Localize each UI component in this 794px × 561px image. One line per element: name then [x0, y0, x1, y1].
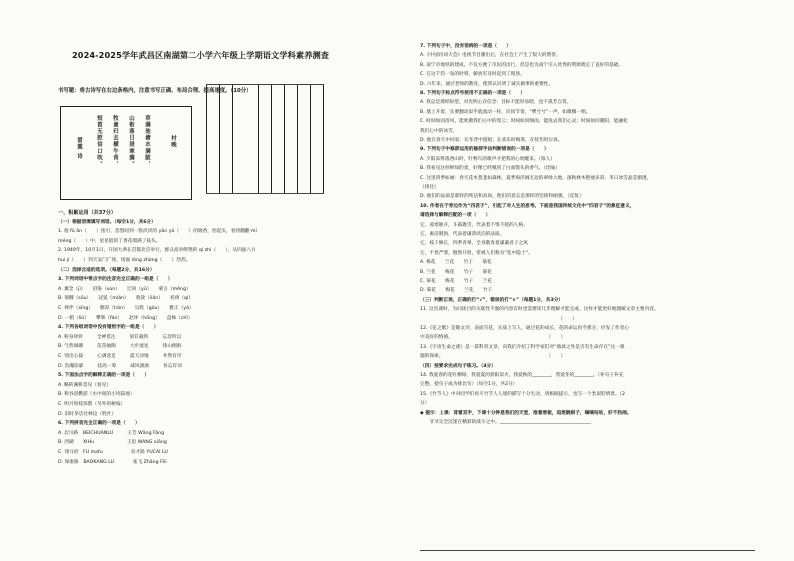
- right-line: C. 时间如同清风，能吹散我们心中的怨云；时间如同细雨，能洗去我们心灵；时间如同暖阳，能融化: [420, 119, 628, 125]
- right-line: （ ）: [420, 316, 578, 322]
- answer-line: [420, 550, 755, 551]
- right-line: C. 这里四季如画：春天花木葱茏如森林，夏季海洋阔无边的翠绿大地，深秋林木艳丽多彩，冬日冰雪晶莹剔透，: [420, 175, 652, 181]
- right-line: 题的探索。 （ ）: [420, 354, 566, 360]
- right-line: D. 他在春天中回家：在冬晋中游船；在欢乐时喝茶，在忧伤时泣诉。: [420, 138, 563, 143]
- left-line: 3. 下列词语中带点字的注音完全正确的一组是（ ）: [58, 277, 173, 283]
- left-line: 4. 下列各组词语中没有错别字的一组是（ ）: [58, 325, 159, 331]
- right-line: 7. 下列句子中，没有语病的一项是（ ）: [420, 44, 512, 49]
- left-line: 1. 他 fǔ ān（ ）指引，忽然间到一股淡淡的 yān yǔ（ ）的烟香，抬起头，看到翻翻 mí: [58, 229, 257, 235]
- right-line: 完整，使句子成为排比句）（每空1分，共2分）: [420, 382, 518, 388]
- left-line: D. 浩瀚馀暴 技高一筹 威风凛凛 各忘有词: [58, 363, 182, 369]
- right-line: 14. 我爱春的花红柳绿，我爱夏的骄阳似火，我爱秋的________，我爱冬的________。（补句子补充: [420, 373, 624, 378]
- right-line: B. 南宁市地铁的建成，不仅方便了市民的出行，但是也为南宁引入优秀的资源奠定了良好的基础。: [420, 62, 624, 68]
- right-line: B. 我看见这样鲜绿的麦，好像已经嗅到了白面馍头的香气。（比喻）: [420, 166, 560, 172]
- right-line: 它，凌寒独开，斗霜傲雪，代表着不惧不挠的人格。: [420, 222, 528, 228]
- left-line: A. 翼念（jì） 沼染（xùn） 迂回（yū） 蒙古（měng）: [58, 286, 191, 292]
- writing-requirement: 书写题：将古诗写在右边条格内，注意书写正确、布局合理、提高速度。（10分）: [58, 88, 252, 94]
- right-line: D. 他们的品质是那样的纯洁和高尚，他们的意志是那样的坚韧和刚强。（反复）: [420, 194, 584, 200]
- poem-line-1: 草满池塘水满陂，: [144, 115, 150, 168]
- left-line: C. 别出心裁 心满意足 震天动地 井然有序: [58, 354, 182, 359]
- left-line: C. 摔伴（xīng） 憨厚（hān） 勾股（gòu） 雅正（yǎ）: [58, 306, 194, 311]
- right-line: 分）: [420, 401, 430, 407]
- left-line: A. 略转溪桥忽见（看见）: [58, 382, 111, 388]
- right-line: 请选择与解释匹配的一项（ ）: [420, 213, 491, 219]
- right-line: A. 夕阳冻得落西山时，红鸭鸟的歌声才把我的心吹醒来。（拟人）: [420, 156, 556, 162]
- right-line: B. 兰花 梅花 竹子 菊花: [420, 269, 492, 275]
- right-line: 8. 下列句子标点符号使用不正确的一项是（ ）: [420, 91, 526, 96]
- left-line: A. 粉身择骨 全神贯注 斩钉截铁 忘忽所以: [58, 334, 182, 340]
- poem-title: 村晚: [170, 135, 176, 149]
- right-line: A.《中国诗词大会》电视节目播出后，在社会上产生了很大的赞誉。: [420, 53, 561, 59]
- left-line: 5. 下面加点字的解释正确的一项是（ ）: [58, 373, 150, 379]
- right-line: B. 墙上开着，头要翻动似乎就流动一样，向同节奏，“嘿兮兮”一声，如歌哪一唱。: [420, 109, 591, 115]
- left-line: D. 保康路 BAOKANG LU 张飞 Zhāng Fēi: [58, 459, 167, 465]
- right-line: 它，素洁脱俗，代表着谦恭淡泊的品质。: [420, 232, 505, 237]
- left-line: D. 旧时茅店社林边（胜社）: [58, 411, 117, 417]
- right-line: 9. 下列句子中修辞运用的修辞手法判断错误的一项是（ ）: [420, 147, 549, 153]
- right-line: 爷爷完全沉迷在精彩的战斗之中。_______________________________________: [420, 420, 592, 425]
- right-line: D. 六年来，通过老师的教育，使我认识到了诚实做事的重要性。: [420, 81, 554, 87]
- left-line: B. 气势磅礴 苗苗抽陶 大步流星 排山倒海: [58, 344, 182, 350]
- right-line: 它，不畏严寒，傲然开放，常被人们称为“花中隐士”。: [420, 250, 533, 256]
- right-line: （三）判断正误，正确的打“√”，错误的打“×”（每题1分，共3分）: [420, 297, 564, 303]
- poem-line-4: 短笛无腔信口吹。: [96, 115, 102, 168]
- right-line: 11. 这次课时，为问读目的关联性不强的内容有时也需要读几步理解才能完成。这样才能更好地理解文章主要内容。: [420, 307, 659, 313]
- right-line: 10. 作者在于旁边作为“四君子”，引起了对人生的思考。下面是我国传统文化中“四君子”的象征意义，: [420, 203, 635, 209]
- poem-box: [60, 106, 192, 200]
- poem-line-2: 山衔落日浸寒漪。: [128, 115, 134, 168]
- left-line: 6. 下列拼音完全正确的一项是（ ）: [58, 421, 140, 427]
- left-line: huì jí（ ）到天安门广场，场面 lóng zhòng（ ）热烈。: [58, 258, 191, 263]
- right-line: ◆ 提示：上课：背着双手，下课十分钟是我们的天堂，推着滑板，追逐跳棋子，嘀嘀咕咕，好不热闹。: [420, 410, 632, 416]
- left-line: B. 瑞艘（sōu） 冠冕（miǎn） 收敛（liǎn） 祈祷（qí）: [58, 296, 194, 302]
- right-line: C. 菊花 梅花 竹子 兰花: [420, 279, 492, 284]
- left-line: （一）根据语境填写词语。（每空1分，共6分）: [58, 219, 156, 225]
- poem-line-3: 牧童归去横牛背，: [112, 115, 118, 168]
- right-line: 12.《花之歌》是散文诗，表面写花，实质上写人，通过花的成长，花的命运再今那分，抒发了作者心: [420, 326, 630, 331]
- writing-grid[interactable]: [206, 84, 324, 194]
- right-line: （排比）: [420, 185, 439, 190]
- left-line: A. 北川路 BEICHUANLU 王芳 Wāng Fāng: [58, 430, 165, 436]
- left-line: méng（ ）中，星星般的丁香花缀满了枝头。: [58, 238, 161, 244]
- left-line: （二）选择合适的选项。（每题2分，共16分）: [58, 267, 155, 273]
- left-line: 2. 1949年，10月1日，开国大典在首都北京举行，群众高举鲜艳的 qí zhì（ ），从四面八方: [58, 248, 256, 254]
- right-line: （四）按要求完成句子练习。（4分）: [420, 363, 496, 369]
- right-line: 我们心中的冰雪。: [420, 128, 458, 134]
- poem-author: 雷震 诗: [76, 137, 82, 160]
- right-line: C. 在这千钧一发的时刻，解放军及时赶到了现场。: [420, 72, 525, 78]
- left-line: C. 明月别枝惊鹊（另外的树枝）: [58, 402, 126, 407]
- right-line: A. 梅花 兰花 竹子 菊花: [420, 260, 492, 266]
- exam-title: 2024-2025学年武昌区南湖第二小学六年级上学期语文学科素养测查: [72, 50, 330, 60]
- left-line: D. 一梢（liǔ） 攀峯（fán） 赵坏（hōng） 盘株（chǐ）: [58, 315, 193, 321]
- right-line: D. 菊花 梅花 兰花 竹子: [420, 288, 493, 294]
- left-line: 一、积累运用（共37分）: [58, 210, 117, 216]
- left-line: C. 翎马府 FU mafu 育才路 YUCAI LU: [58, 450, 168, 455]
- right-line: 中美好的情感。 （ ）: [420, 335, 566, 341]
- left-line: B. 西湖 XIHu 王思 WANG xiāng: [58, 440, 167, 446]
- right-line: A. 我总是那样盼望，对光明心存信念：目标不能轻易暗，也不孤芳自赏。: [420, 100, 572, 106]
- right-line: 它，枝干修长，四季青翠，全身散发着谦谦君子之风: [420, 241, 528, 247]
- left-line: B. 称谷浴燃游（水中间的小块陆地）: [58, 392, 135, 398]
- right-line: 13.《宇宙生命之谜》是一篇科普文章，向我们介绍了科学家们对“地球之外是否有生命存在”这一课: [420, 344, 625, 350]
- right-line: 15.《竹节人》中对同学们看斗竹节人人迷的描写十分生动，请根据提示，也写一个类似的情景。（2: [420, 391, 625, 397]
